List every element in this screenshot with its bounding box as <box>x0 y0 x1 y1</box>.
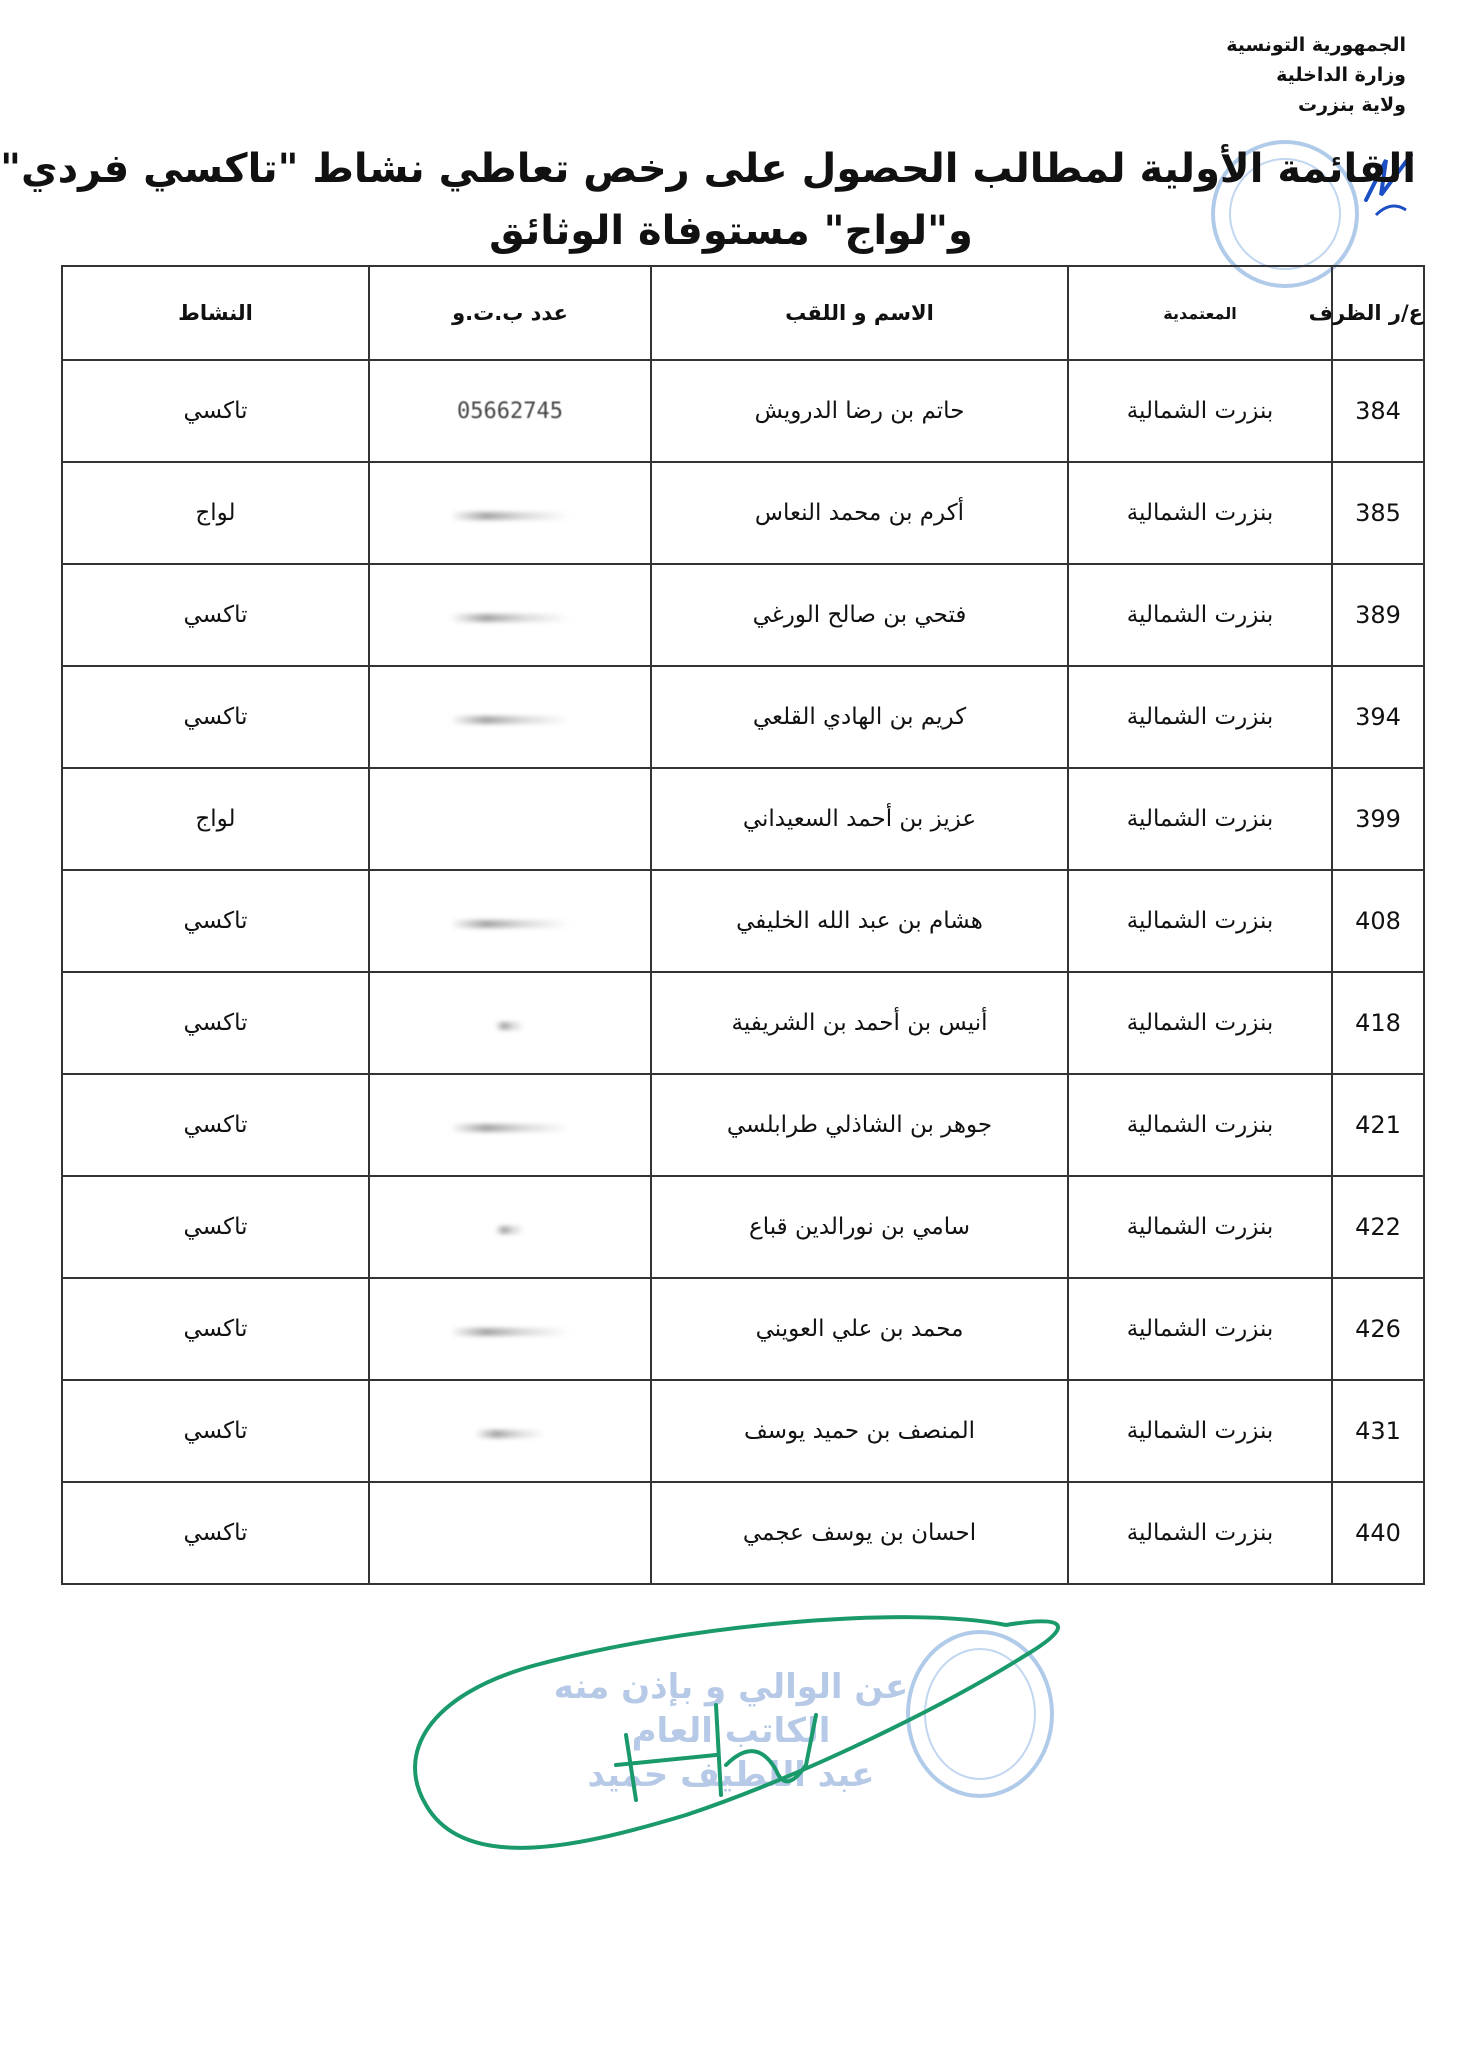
cell-envelope: 408 <box>1332 870 1424 972</box>
cell-activity: تاكسي <box>62 1278 369 1380</box>
cell-activity: تاكسي <box>62 666 369 768</box>
cell-id <box>369 1380 651 1482</box>
country-name: الجمهورية التونسية <box>1226 34 1406 56</box>
cell-name: فتحي بن صالح الورغي <box>651 564 1068 666</box>
cell-envelope: 426 <box>1332 1278 1424 1380</box>
issuer-header <box>1106 30 1406 120</box>
header-id: عدد ب.ت.و <box>369 266 651 360</box>
table-row <box>62 1074 1424 1176</box>
cell-id <box>369 870 651 972</box>
cell-id <box>369 1278 651 1380</box>
table-header-row <box>62 266 1424 360</box>
cell-envelope: 421 <box>1332 1074 1424 1176</box>
cell-delegation: بنزرت الشمالية <box>1068 1074 1332 1176</box>
signatory-line-2: الكاتب العام <box>631 1711 831 1751</box>
cell-delegation: بنزرت الشمالية <box>1068 360 1332 462</box>
table-row <box>62 666 1424 768</box>
cell-activity: تاكسي <box>62 360 369 462</box>
cell-envelope: 431 <box>1332 1380 1424 1482</box>
table-row <box>62 462 1424 564</box>
cell-id <box>369 972 651 1074</box>
title-line-2: و"لواج" مستوفاة الوثائق <box>489 208 973 254</box>
cell-delegation: بنزرت الشمالية <box>1068 1380 1332 1482</box>
cell-name: هشام بن عبد الله الخليفي <box>651 870 1068 972</box>
cell-delegation: بنزرت الشمالية <box>1068 462 1332 564</box>
cell-delegation: بنزرت الشمالية <box>1068 1482 1332 1584</box>
cell-delegation: بنزرت الشمالية <box>1068 564 1332 666</box>
redacted-id-icon <box>495 1022 525 1030</box>
governorate-name: ولاية بنزرت <box>1298 94 1406 116</box>
table-row <box>62 360 1424 462</box>
redacted-id-icon <box>450 512 570 520</box>
id-number: 05662745 <box>457 399 563 424</box>
redacted-id-icon <box>450 1328 570 1336</box>
cell-name: عزيز بن أحمد السعيداني <box>651 768 1068 870</box>
cell-delegation: بنزرت الشمالية <box>1068 666 1332 768</box>
table-row <box>62 1482 1424 1584</box>
cell-id <box>369 564 651 666</box>
table-row <box>62 1380 1424 1482</box>
header-delegation: المعتمدية <box>1068 266 1332 360</box>
signatory-line-1: عن الوالي و بإذن منه <box>553 1667 909 1707</box>
redacted-id-icon <box>495 1226 525 1234</box>
cell-envelope: 399 <box>1332 768 1424 870</box>
redacted-id-icon <box>450 716 570 724</box>
cell-envelope: 389 <box>1332 564 1424 666</box>
cell-id <box>369 462 651 564</box>
cell-name: احسان بن يوسف عجمي <box>651 1482 1068 1584</box>
handwritten-signature-icon <box>386 1595 1086 1895</box>
cell-id <box>369 1482 651 1584</box>
cell-envelope: 422 <box>1332 1176 1424 1278</box>
cell-envelope: 384 <box>1332 360 1424 462</box>
cell-activity: تاكسي <box>62 972 369 1074</box>
table-row <box>62 870 1424 972</box>
cell-id <box>369 768 651 870</box>
table-row <box>62 1278 1424 1380</box>
document-title <box>0 138 1416 262</box>
cell-delegation: بنزرت الشمالية <box>1068 768 1332 870</box>
signatory-line-3: عبد اللطيف حميد <box>587 1755 875 1795</box>
cell-activity: تاكسي <box>62 564 369 666</box>
cell-name: أكرم بن محمد النعاس <box>651 462 1068 564</box>
redacted-id-icon <box>475 1430 545 1438</box>
cell-envelope: 440 <box>1332 1482 1424 1584</box>
cell-name: حاتم بن رضا الدرويش <box>651 360 1068 462</box>
table-row <box>62 564 1424 666</box>
cell-name: جوهر بن الشاذلي طرابلسي <box>651 1074 1068 1176</box>
cell-activity: لواج <box>62 768 369 870</box>
table-row <box>62 768 1424 870</box>
cell-name: محمد بن علي العويني <box>651 1278 1068 1380</box>
cell-delegation: بنزرت الشمالية <box>1068 1278 1332 1380</box>
cell-id <box>369 360 651 462</box>
header-activity: النشاط <box>62 266 369 360</box>
cell-delegation: بنزرت الشمالية <box>1068 972 1332 1074</box>
cell-name: كريم بن الهادي القلعي <box>651 666 1068 768</box>
cell-id <box>369 1176 651 1278</box>
header-envelope: ع/ر الظرف <box>1332 266 1424 360</box>
cell-id <box>369 1074 651 1176</box>
cell-delegation: بنزرت الشمالية <box>1068 1176 1332 1278</box>
cell-activity: تاكسي <box>62 1380 369 1482</box>
cell-name: أنيس بن أحمد بن الشريفية <box>651 972 1068 1074</box>
cell-envelope: 385 <box>1332 462 1424 564</box>
cell-envelope: 418 <box>1332 972 1424 1074</box>
table-row <box>62 1176 1424 1278</box>
cell-activity: لواج <box>62 462 369 564</box>
cell-id <box>369 666 651 768</box>
cell-name: سامي بن نورالدين قباع <box>651 1176 1068 1278</box>
cell-activity: تاكسي <box>62 1176 369 1278</box>
cell-activity: تاكسي <box>62 1482 369 1584</box>
cell-delegation: بنزرت الشمالية <box>1068 870 1332 972</box>
cell-name: المنصف بن حميد يوسف <box>651 1380 1068 1482</box>
title-line-1: القائمة الأولية لمطالب الحصول على رخص تعاطي نشاط "تاكسي فردي" <box>0 146 1416 192</box>
cell-activity: تاكسي <box>62 1074 369 1176</box>
header-name: الاسم و اللقب <box>651 266 1068 360</box>
redacted-id-icon <box>450 920 570 928</box>
table-row <box>62 972 1424 1074</box>
ministry-name: وزارة الداخلية <box>1276 64 1406 86</box>
redacted-id-icon <box>450 614 570 622</box>
cell-activity: تاكسي <box>62 870 369 972</box>
applicants-table <box>61 265 1425 1585</box>
cell-envelope: 394 <box>1332 666 1424 768</box>
redacted-id-icon <box>450 1124 570 1132</box>
